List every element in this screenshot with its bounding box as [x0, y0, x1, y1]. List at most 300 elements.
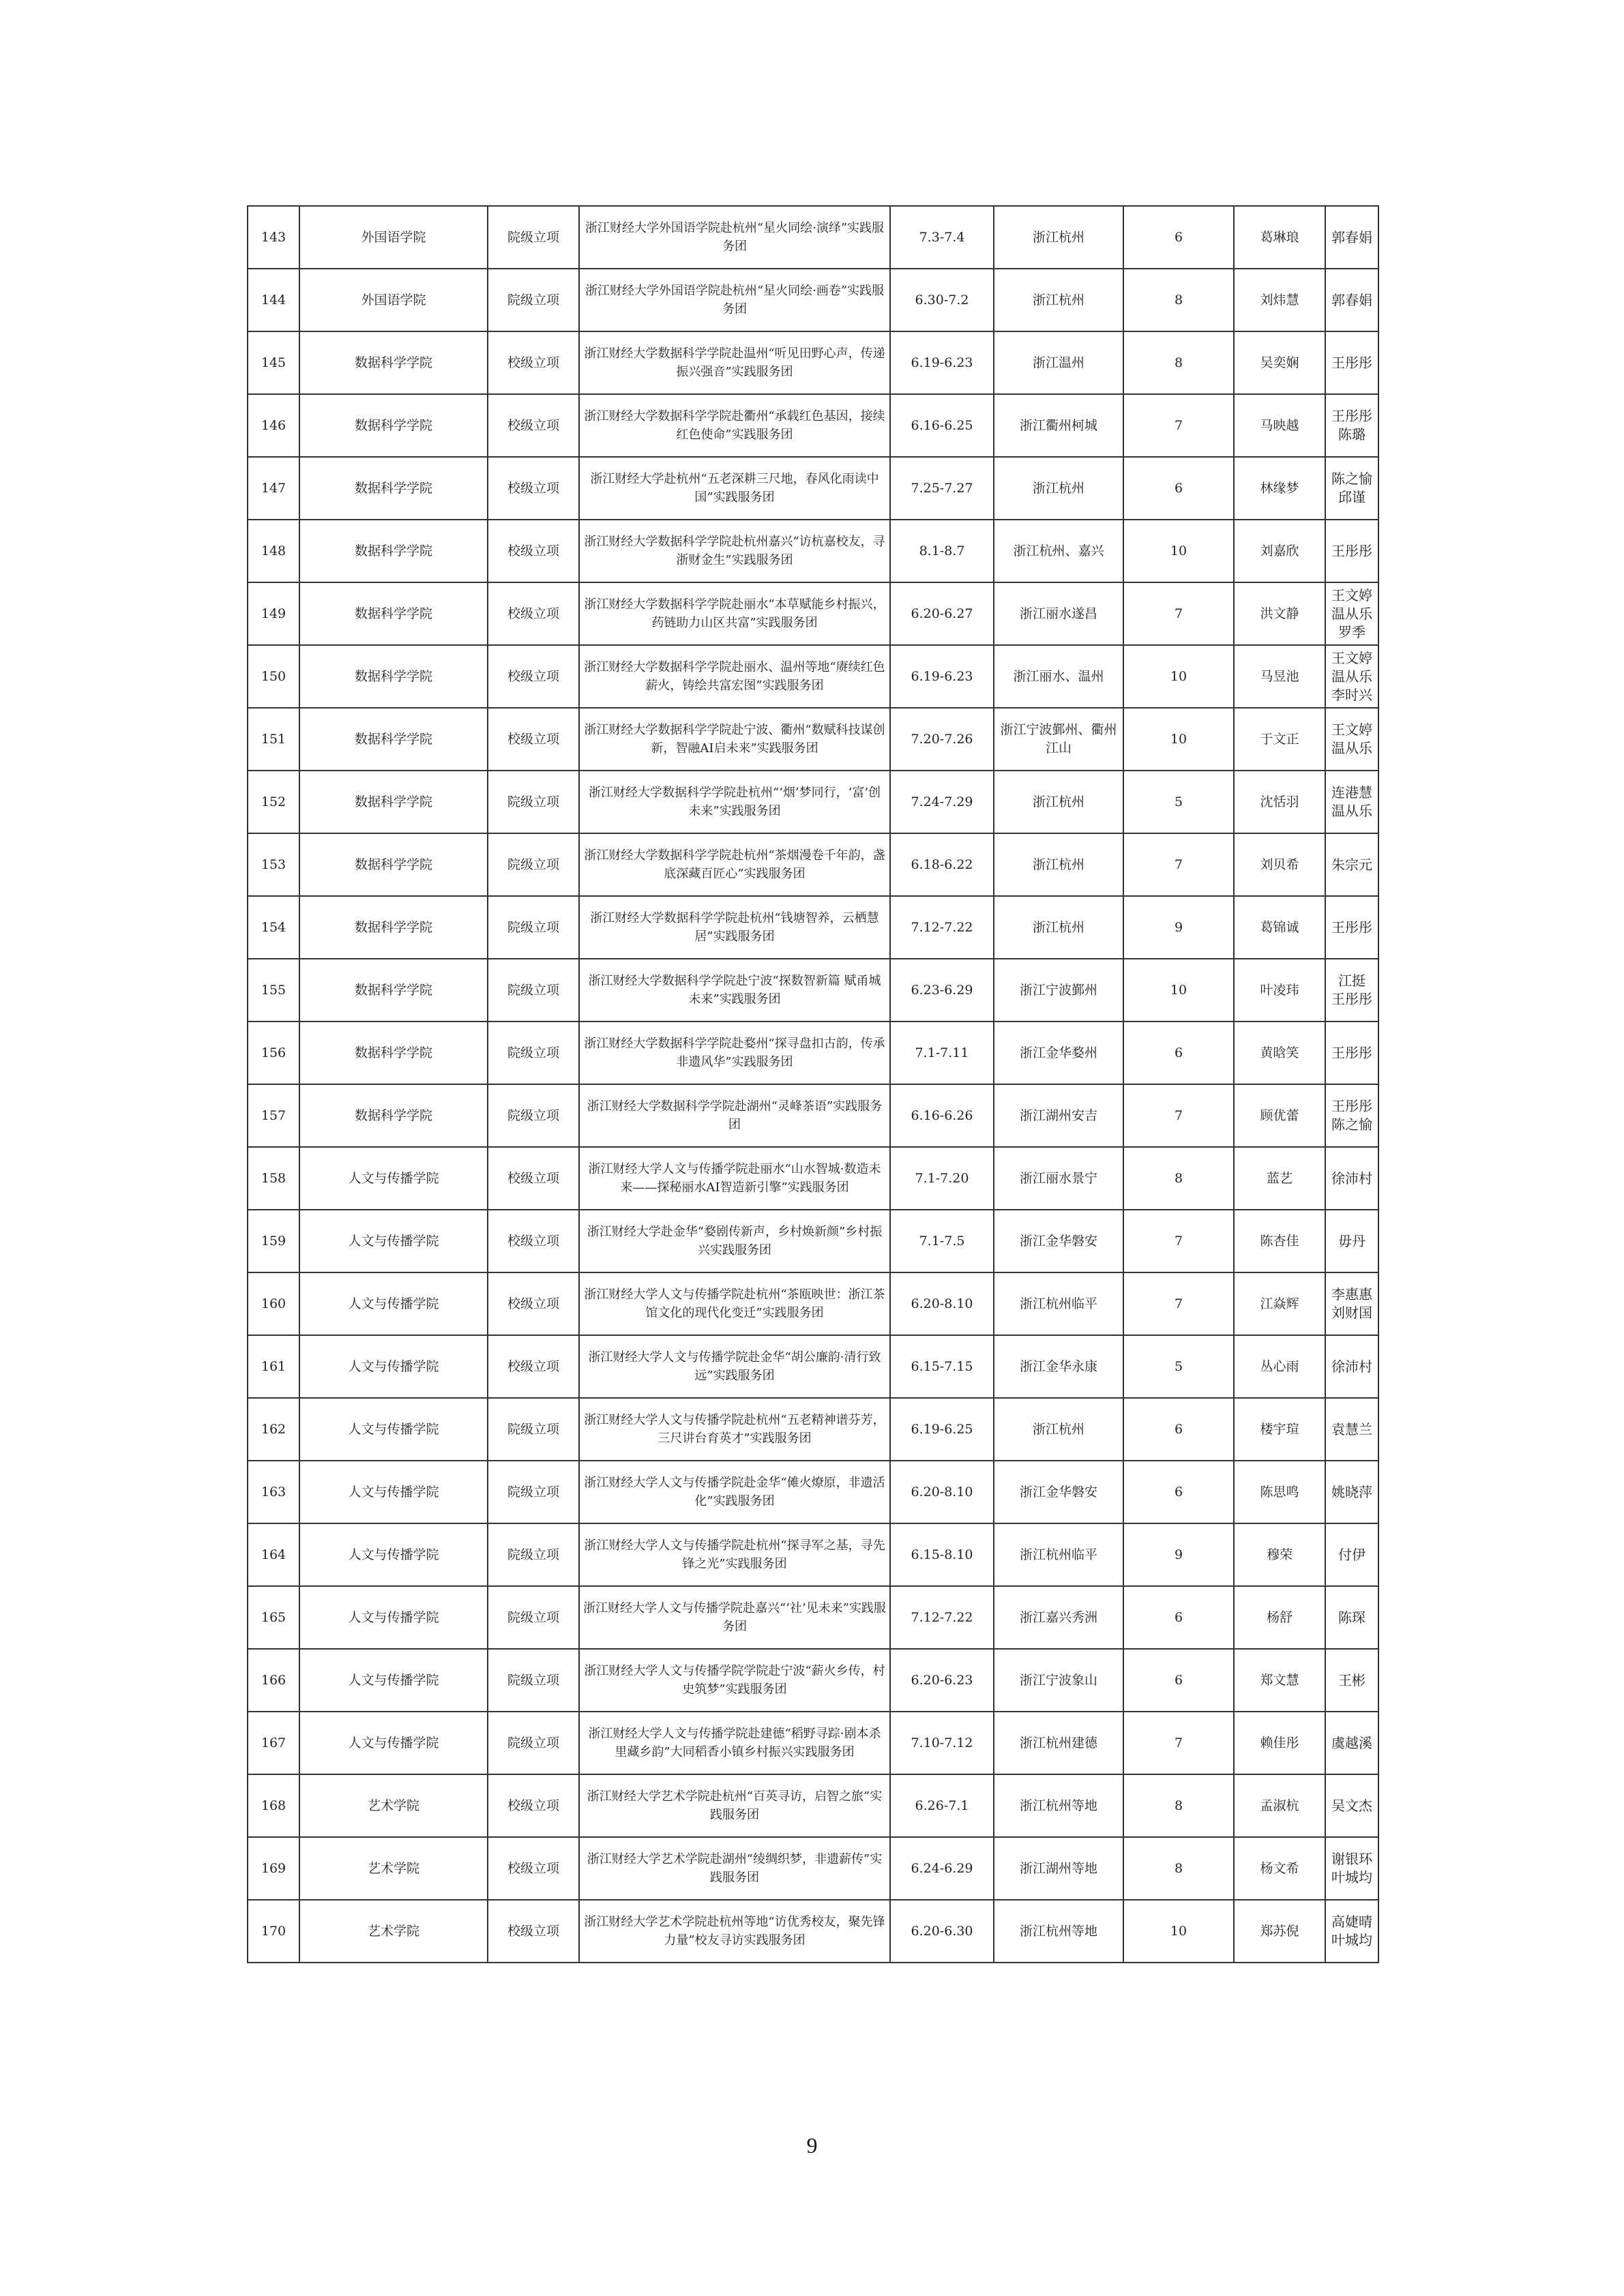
- table-row: [248, 394, 1378, 457]
- table-row: [248, 896, 1378, 959]
- project-level-cell: 院级立项: [488, 1022, 579, 1084]
- location-cell: 浙江金华婺州: [994, 1022, 1123, 1084]
- row-number-cell: 166: [248, 1649, 299, 1712]
- team-leader-cell: 吴奕娴: [1234, 331, 1325, 394]
- team-leader-cell: 楼宇瑄: [1234, 1398, 1325, 1461]
- date-range-cell: 6.26-7.1: [890, 1774, 994, 1837]
- college-cell: 人文与传播学院: [299, 1461, 488, 1523]
- advisor-cell: 毋丹: [1325, 1210, 1378, 1272]
- location-cell: 浙江丽水景宁: [994, 1147, 1123, 1210]
- project-level-cell: 校级立项: [488, 331, 579, 394]
- advisor-cell: 王彤彤: [1325, 520, 1378, 582]
- project-level-cell: 院级立项: [488, 1586, 579, 1649]
- table-row: [248, 457, 1378, 520]
- project-title-cell: 浙江财经大学数据科学学院赴杭州“茶烟漫卷千年韵，盏底深藏百匠心”实践服务团: [579, 833, 890, 896]
- date-range-cell: 6.19-6.23: [890, 331, 994, 394]
- advisor-cell: 徐沛村: [1325, 1147, 1378, 1210]
- team-leader-cell: 杨文希: [1234, 1837, 1325, 1900]
- member-count-cell: 8: [1123, 1147, 1234, 1210]
- project-title-cell: 浙江财经大学人文与传播学院赴杭州“茶瓯映世：浙江茶馆文化的现代化变迁”实践服务团: [579, 1272, 890, 1335]
- project-level-cell: 院级立项: [488, 1523, 579, 1586]
- date-range-cell: 6.19-6.25: [890, 1398, 994, 1461]
- location-cell: 浙江杭州: [994, 1398, 1123, 1461]
- location-cell: 浙江杭州: [994, 771, 1123, 833]
- location-cell: 浙江杭州、嘉兴: [994, 520, 1123, 582]
- table-row: [248, 1900, 1378, 1963]
- college-cell: 数据科学学院: [299, 394, 488, 457]
- table-row: [248, 1022, 1378, 1084]
- project-title-cell: 浙江财经大学人文与传播学院赴丽水“山水智城·数造未来——探秘丽水AI智造新引擎”实践服务团: [579, 1147, 890, 1210]
- project-title-cell: 浙江财经大学赴杭州“五老深耕三尺地，春风化雨读中国”实践服务团: [579, 457, 890, 520]
- project-title-cell: 浙江财经大学人文与传播学院赴杭州“探寻军之基，寻先锋之光”实践服务团: [579, 1523, 890, 1586]
- advisor-cell: [1325, 708, 1378, 771]
- team-leader-cell: 于文正: [1234, 708, 1325, 771]
- advisor-name: 王文婷: [1331, 649, 1372, 666]
- member-count-cell: 10: [1123, 520, 1234, 582]
- date-range-cell: 7.20-7.26: [890, 708, 994, 771]
- date-range-cell: 7.1-7.20: [890, 1147, 994, 1210]
- advisor-name: 王彤彤: [1331, 991, 1372, 1007]
- location-cell: 浙江宁波鄞州、衢州江山: [994, 708, 1123, 771]
- member-count-cell: 6: [1123, 1586, 1234, 1649]
- project-level-cell: 院级立项: [488, 269, 579, 331]
- row-number-cell: 169: [248, 1837, 299, 1900]
- team-leader-cell: 陈杏佳: [1234, 1210, 1325, 1272]
- table-row: [248, 708, 1378, 771]
- project-title-cell: 浙江财经大学数据科学学院赴杭州“‘烟’梦同行，‘富’创未来”实践服务团: [579, 771, 890, 833]
- college-cell: 外国语学院: [299, 206, 488, 269]
- row-number-cell: 154: [248, 896, 299, 959]
- project-level-cell: 院级立项: [488, 1084, 579, 1147]
- project-title-cell: 浙江财经大学外国语学院赴杭州“星火同绘·演绎”实践服务团: [579, 206, 890, 269]
- member-count-cell: 9: [1123, 1523, 1234, 1586]
- date-range-cell: 6.30-7.2: [890, 269, 994, 331]
- project-title-cell: 浙江财经大学外国语学院赴杭州“星火同绘·画卷”实践服务团: [579, 269, 890, 331]
- advisor-name: 江挺: [1338, 972, 1365, 989]
- row-number-cell: 150: [248, 645, 299, 708]
- location-cell: 浙江衢州柯城: [994, 394, 1123, 457]
- advisor-cell: 陈琛: [1325, 1586, 1378, 1649]
- table-row: [248, 833, 1378, 896]
- location-cell: 浙江宁波鄞州: [994, 959, 1123, 1022]
- team-leader-cell: 蓝艺: [1234, 1147, 1325, 1210]
- table-row: [248, 1398, 1378, 1461]
- row-number-cell: 151: [248, 708, 299, 771]
- advisor-cell: [1325, 1900, 1378, 1963]
- team-leader-cell: 郑文慧: [1234, 1649, 1325, 1712]
- advisor-name: 温从乐: [1331, 740, 1372, 756]
- location-cell: 浙江杭州等地: [994, 1774, 1123, 1837]
- advisor-cell: [1325, 582, 1378, 645]
- table-row: [248, 1649, 1378, 1712]
- table-row: [248, 1712, 1378, 1774]
- member-count-cell: 10: [1123, 708, 1234, 771]
- project-title-cell: 浙江财经大学人文与传播学院赴杭州“五老精神谱芬芳，三尺讲台育英才”实践服务团: [579, 1398, 890, 1461]
- college-cell: 人文与传播学院: [299, 1523, 488, 1586]
- date-range-cell: 7.10-7.12: [890, 1712, 994, 1774]
- location-cell: 浙江杭州: [994, 269, 1123, 331]
- team-leader-cell: 葛锦诚: [1234, 896, 1325, 959]
- team-leader-cell: 沈恬羽: [1234, 771, 1325, 833]
- project-title-cell: 浙江财经大学人文与传播学院赴建德“稻野寻踪·剧本杀里藏乡韵”大同稻香小镇乡村振兴实践服务团: [579, 1712, 890, 1774]
- project-title-cell: 浙江财经大学数据科学学院赴杭州嘉兴“访杭嘉校友，寻浙财金生”实践服务团: [579, 520, 890, 582]
- advisor-name: 谢银环: [1331, 1851, 1372, 1867]
- college-cell: 外国语学院: [299, 269, 488, 331]
- project-level-cell: 院级立项: [488, 206, 579, 269]
- date-range-cell: 7.1-7.5: [890, 1210, 994, 1272]
- location-cell: 浙江金华磐安: [994, 1210, 1123, 1272]
- college-cell: 人文与传播学院: [299, 1586, 488, 1649]
- college-cell: 数据科学学院: [299, 1084, 488, 1147]
- project-title-cell: 浙江财经大学数据科学学院赴温州“听见田野心声，传递振兴强音”实践服务团: [579, 331, 890, 394]
- advisor-name: 叶城均: [1331, 1932, 1372, 1948]
- row-number-cell: 148: [248, 520, 299, 582]
- member-count-cell: 7: [1123, 1272, 1234, 1335]
- college-cell: 人文与传播学院: [299, 1147, 488, 1210]
- member-count-cell: 7: [1123, 582, 1234, 645]
- table-row: [248, 1272, 1378, 1335]
- table-row: [248, 1461, 1378, 1523]
- advisor-cell: 朱宗元: [1325, 833, 1378, 896]
- project-title-cell: 浙江财经大学数据科学学院赴丽水、温州等地“赓续红色薪火，铸绘共富宏图”实践服务团: [579, 645, 890, 708]
- member-count-cell: 10: [1123, 959, 1234, 1022]
- college-cell: 人文与传播学院: [299, 1649, 488, 1712]
- team-leader-cell: 叶凌玮: [1234, 959, 1325, 1022]
- college-cell: 人文与传播学院: [299, 1712, 488, 1774]
- project-level-cell: 院级立项: [488, 959, 579, 1022]
- date-range-cell: 7.12-7.22: [890, 1586, 994, 1649]
- advisor-name: 李惠惠: [1331, 1286, 1372, 1302]
- date-range-cell: 6.15-8.10: [890, 1523, 994, 1586]
- row-number-cell: 164: [248, 1523, 299, 1586]
- date-range-cell: 6.24-6.29: [890, 1837, 994, 1900]
- advisor-name: 王彤彤: [1331, 1098, 1372, 1114]
- row-number-cell: 167: [248, 1712, 299, 1774]
- advisor-name: 陈璐: [1338, 426, 1365, 443]
- college-cell: 数据科学学院: [299, 959, 488, 1022]
- project-title-cell: 浙江财经大学艺术学院赴杭州“百英寻访，启智之旅”实践服务团: [579, 1774, 890, 1837]
- row-number-cell: 162: [248, 1398, 299, 1461]
- table-row: [248, 582, 1378, 645]
- team-leader-cell: 孟淑杭: [1234, 1774, 1325, 1837]
- college-cell: 数据科学学院: [299, 520, 488, 582]
- date-range-cell: 6.20-6.30: [890, 1900, 994, 1963]
- college-cell: 艺术学院: [299, 1900, 488, 1963]
- college-cell: 数据科学学院: [299, 833, 488, 896]
- team-leader-cell: 葛琳琅: [1234, 206, 1325, 269]
- table-row: [248, 520, 1378, 582]
- row-number-cell: 155: [248, 959, 299, 1022]
- location-cell: 浙江杭州建德: [994, 1712, 1123, 1774]
- date-range-cell: 7.12-7.22: [890, 896, 994, 959]
- table-row: [248, 269, 1378, 331]
- location-cell: 浙江金华磐安: [994, 1461, 1123, 1523]
- team-leader-cell: 陈思鸣: [1234, 1461, 1325, 1523]
- table-row: [248, 1084, 1378, 1147]
- table-row: [248, 1210, 1378, 1272]
- member-count-cell: 6: [1123, 457, 1234, 520]
- project-title-cell: 浙江财经大学人文与传播学院赴金华“胡公廉韵·清行致远”实践服务团: [579, 1335, 890, 1398]
- team-leader-cell: 赖佳彤: [1234, 1712, 1325, 1774]
- project-level-cell: 校级立项: [488, 457, 579, 520]
- row-number-cell: 145: [248, 331, 299, 394]
- team-leader-cell: 林缘梦: [1234, 457, 1325, 520]
- advisor-cell: 郭春娟: [1325, 206, 1378, 269]
- date-range-cell: 6.19-6.23: [890, 645, 994, 708]
- project-level-cell: 校级立项: [488, 582, 579, 645]
- location-cell: 浙江湖州安吉: [994, 1084, 1123, 1147]
- college-cell: 数据科学学院: [299, 582, 488, 645]
- advisor-cell: [1325, 645, 1378, 708]
- location-cell: 浙江湖州等地: [994, 1837, 1123, 1900]
- advisor-name: 温从乐: [1331, 803, 1372, 819]
- team-leader-cell: 洪文静: [1234, 582, 1325, 645]
- college-cell: 数据科学学院: [299, 771, 488, 833]
- advisor-name: 王文婷: [1331, 721, 1372, 738]
- member-count-cell: 7: [1123, 833, 1234, 896]
- table-row: [248, 1586, 1378, 1649]
- advisor-name: 王文婷: [1331, 586, 1372, 603]
- row-number-cell: 143: [248, 206, 299, 269]
- date-range-cell: 7.25-7.27: [890, 457, 994, 520]
- project-title-cell: 浙江财经大学人文与传播学院赴金华“傩火燎原，非遗活化”实践服务团: [579, 1461, 890, 1523]
- project-title-cell: 浙江财经大学人文与传播学院赴嘉兴“‘社’见未来”实践服务团: [579, 1586, 890, 1649]
- member-count-cell: 7: [1123, 1210, 1234, 1272]
- row-number-cell: 157: [248, 1084, 299, 1147]
- date-range-cell: 7.1-7.11: [890, 1022, 994, 1084]
- project-title-cell: 浙江财经大学数据科学学院赴丽水“本草赋能乡村振兴，药链助力山区共富”实践服务团: [579, 582, 890, 645]
- college-cell: 数据科学学院: [299, 457, 488, 520]
- member-count-cell: 8: [1123, 1774, 1234, 1837]
- member-count-cell: 6: [1123, 1022, 1234, 1084]
- project-level-cell: 校级立项: [488, 1335, 579, 1398]
- date-range-cell: 6.16-6.25: [890, 394, 994, 457]
- row-number-cell: 152: [248, 771, 299, 833]
- team-leader-cell: 顾优蕾: [1234, 1084, 1325, 1147]
- location-cell: 浙江杭州临平: [994, 1523, 1123, 1586]
- project-level-cell: 校级立项: [488, 1774, 579, 1837]
- location-cell: 浙江杭州: [994, 896, 1123, 959]
- row-number-cell: 165: [248, 1586, 299, 1649]
- project-level-cell: 校级立项: [488, 1147, 579, 1210]
- project-level-cell: 校级立项: [488, 520, 579, 582]
- date-range-cell: 6.20-8.10: [890, 1272, 994, 1335]
- project-title-cell: 浙江财经大学数据科学学院赴宁波、衢州“数赋科技谋创新，智融AI启未来”实践服务团: [579, 708, 890, 771]
- table-row: [248, 206, 1378, 269]
- advisor-cell: 郭春娟: [1325, 269, 1378, 331]
- advisor-name: 温从乐: [1331, 605, 1372, 622]
- project-title-cell: 浙江财经大学数据科学学院赴宁波“探数智新篇 赋甬城未来”实践服务团: [579, 959, 890, 1022]
- date-range-cell: 6.16-6.26: [890, 1084, 994, 1147]
- college-cell: 艺术学院: [299, 1837, 488, 1900]
- page-number: 9: [806, 2133, 818, 2158]
- project-level-cell: 校级立项: [488, 394, 579, 457]
- table-row: [248, 1147, 1378, 1210]
- advisor-name: 邱谨: [1338, 489, 1365, 505]
- location-cell: 浙江金华永康: [994, 1335, 1123, 1398]
- member-count-cell: 5: [1123, 1335, 1234, 1398]
- table-row: [248, 1335, 1378, 1398]
- advisor-name: 王彤彤: [1331, 408, 1372, 424]
- project-level-cell: 校级立项: [488, 1210, 579, 1272]
- member-count-cell: 7: [1123, 1712, 1234, 1774]
- member-count-cell: 8: [1123, 1837, 1234, 1900]
- date-range-cell: 7.24-7.29: [890, 771, 994, 833]
- team-leader-cell: 马映越: [1234, 394, 1325, 457]
- project-level-cell: 院级立项: [488, 1649, 579, 1712]
- college-cell: 人文与传播学院: [299, 1398, 488, 1461]
- advisor-name: 罗季: [1338, 623, 1365, 640]
- location-cell: 浙江杭州等地: [994, 1900, 1123, 1963]
- college-cell: 数据科学学院: [299, 708, 488, 771]
- advisor-cell: [1325, 1272, 1378, 1335]
- member-count-cell: 6: [1123, 1461, 1234, 1523]
- member-count-cell: 9: [1123, 896, 1234, 959]
- team-leader-cell: 刘贝希: [1234, 833, 1325, 896]
- project-level-cell: 院级立项: [488, 896, 579, 959]
- row-number-cell: 163: [248, 1461, 299, 1523]
- member-count-cell: 8: [1123, 331, 1234, 394]
- project-level-cell: 院级立项: [488, 833, 579, 896]
- team-leader-cell: 杨舒: [1234, 1586, 1325, 1649]
- row-number-cell: 158: [248, 1147, 299, 1210]
- advisor-cell: [1325, 457, 1378, 520]
- location-cell: 浙江杭州: [994, 206, 1123, 269]
- advisor-cell: 付伊: [1325, 1523, 1378, 1586]
- advisor-cell: 王彤彤: [1325, 1022, 1378, 1084]
- date-range-cell: 6.23-6.29: [890, 959, 994, 1022]
- advisor-name: 陈之愉: [1331, 1116, 1372, 1133]
- member-count-cell: 6: [1123, 206, 1234, 269]
- project-level-cell: 校级立项: [488, 1900, 579, 1963]
- advisor-cell: 虞越溪: [1325, 1712, 1378, 1774]
- date-range-cell: 6.20-8.10: [890, 1461, 994, 1523]
- table-row: [248, 1774, 1378, 1837]
- row-number-cell: 153: [248, 833, 299, 896]
- member-count-cell: 6: [1123, 1649, 1234, 1712]
- member-count-cell: 8: [1123, 269, 1234, 331]
- date-range-cell: 6.20-6.27: [890, 582, 994, 645]
- location-cell: 浙江宁波象山: [994, 1649, 1123, 1712]
- table-body: [248, 206, 1378, 1963]
- advisor-cell: 王彤彤: [1325, 331, 1378, 394]
- team-leader-cell: 马昱池: [1234, 645, 1325, 708]
- team-leader-cell: 刘炜慧: [1234, 269, 1325, 331]
- project-table: [247, 205, 1379, 1963]
- row-number-cell: 170: [248, 1900, 299, 1963]
- project-title-cell: 浙江财经大学数据科学学院赴杭州“钱塘智养，云栖慧居”实践服务团: [579, 896, 890, 959]
- date-range-cell: 6.15-7.15: [890, 1335, 994, 1398]
- advisor-cell: 袁慧兰: [1325, 1398, 1378, 1461]
- location-cell: 浙江丽水、温州: [994, 645, 1123, 708]
- team-leader-cell: 穆荣: [1234, 1523, 1325, 1586]
- project-table-wrapper: [247, 205, 1378, 1963]
- row-number-cell: 147: [248, 457, 299, 520]
- project-level-cell: 校级立项: [488, 1837, 579, 1900]
- row-number-cell: 156: [248, 1022, 299, 1084]
- date-range-cell: 7.3-7.4: [890, 206, 994, 269]
- advisor-name: 连港慧: [1331, 784, 1372, 801]
- project-title-cell: 浙江财经大学艺术学院赴湖州“绫绸织梦，非遗薪传”实践服务团: [579, 1837, 890, 1900]
- row-number-cell: 146: [248, 394, 299, 457]
- project-level-cell: 校级立项: [488, 708, 579, 771]
- table-row: [248, 1837, 1378, 1900]
- row-number-cell: 168: [248, 1774, 299, 1837]
- advisor-cell: 王彤彤: [1325, 896, 1378, 959]
- team-leader-cell: 丛心雨: [1234, 1335, 1325, 1398]
- project-title-cell: 浙江财经大学艺术学院赴杭州等地“访优秀校友，聚先锋力量”校友寻访实践服务团: [579, 1900, 890, 1963]
- advisor-cell: 徐沛村: [1325, 1335, 1378, 1398]
- advisor-name: 高婕晴: [1331, 1913, 1372, 1930]
- row-number-cell: 149: [248, 582, 299, 645]
- project-title-cell: 浙江财经大学数据科学学院赴衢州“承载红色基因，接续红色使命”实践服务团: [579, 394, 890, 457]
- location-cell: 浙江杭州: [994, 457, 1123, 520]
- row-number-cell: 159: [248, 1210, 299, 1272]
- table-row: [248, 959, 1378, 1022]
- project-level-cell: 院级立项: [488, 771, 579, 833]
- advisor-cell: [1325, 959, 1378, 1022]
- advisor-cell: [1325, 1084, 1378, 1147]
- advisor-cell: [1325, 771, 1378, 833]
- row-number-cell: 161: [248, 1335, 299, 1398]
- member-count-cell: 7: [1123, 1084, 1234, 1147]
- table-row: [248, 771, 1378, 833]
- advisor-cell: [1325, 394, 1378, 457]
- team-leader-cell: 江焱辉: [1234, 1272, 1325, 1335]
- project-title-cell: 浙江财经大学数据科学学院赴婺州“探寻盘扣古韵，传承非遗风华”实践服务团: [579, 1022, 890, 1084]
- college-cell: 人文与传播学院: [299, 1335, 488, 1398]
- advisor-cell: [1325, 1837, 1378, 1900]
- row-number-cell: 160: [248, 1272, 299, 1335]
- college-cell: 艺术学院: [299, 1774, 488, 1837]
- college-cell: 数据科学学院: [299, 645, 488, 708]
- advisor-name: 李时兴: [1331, 686, 1372, 703]
- advisor-cell: 吴文杰: [1325, 1774, 1378, 1837]
- project-level-cell: 校级立项: [488, 645, 579, 708]
- location-cell: 浙江杭州: [994, 833, 1123, 896]
- advisor-name: 温从乐: [1331, 668, 1372, 685]
- project-level-cell: 校级立项: [488, 1272, 579, 1335]
- advisor-name: 叶城均: [1331, 1869, 1372, 1885]
- project-title-cell: 浙江财经大学赴金华“婺剧传新声，乡村焕新颜”乡村振兴实践服务团: [579, 1210, 890, 1272]
- date-range-cell: 6.20-6.23: [890, 1649, 994, 1712]
- member-count-cell: 10: [1123, 645, 1234, 708]
- location-cell: 浙江杭州临平: [994, 1272, 1123, 1335]
- location-cell: 浙江嘉兴秀洲: [994, 1586, 1123, 1649]
- table-row: [248, 331, 1378, 394]
- team-leader-cell: 刘嘉欣: [1234, 520, 1325, 582]
- advisor-cell: 姚晓萍: [1325, 1461, 1378, 1523]
- date-range-cell: 8.1-8.7: [890, 520, 994, 582]
- team-leader-cell: 郑苏倪: [1234, 1900, 1325, 1963]
- advisor-name: 陈之愉: [1331, 471, 1372, 487]
- member-count-cell: 10: [1123, 1900, 1234, 1963]
- member-count-cell: 7: [1123, 394, 1234, 457]
- location-cell: 浙江温州: [994, 331, 1123, 394]
- advisor-name: 刘财国: [1331, 1304, 1372, 1321]
- team-leader-cell: 黄晗笑: [1234, 1022, 1325, 1084]
- member-count-cell: 6: [1123, 1398, 1234, 1461]
- advisor-cell: 王彬: [1325, 1649, 1378, 1712]
- project-level-cell: 院级立项: [488, 1461, 579, 1523]
- college-cell: 数据科学学院: [299, 1022, 488, 1084]
- project-title-cell: 浙江财经大学数据科学学院赴湖州“灵峰茶语”实践服务团: [579, 1084, 890, 1147]
- college-cell: 人文与传播学院: [299, 1272, 488, 1335]
- college-cell: 人文与传播学院: [299, 1210, 488, 1272]
- project-level-cell: 院级立项: [488, 1712, 579, 1774]
- project-title-cell: 浙江财经大学人文与传播学院学院赴宁波“薪火乡传，村史筑梦”实践服务团: [579, 1649, 890, 1712]
- location-cell: 浙江丽水遂昌: [994, 582, 1123, 645]
